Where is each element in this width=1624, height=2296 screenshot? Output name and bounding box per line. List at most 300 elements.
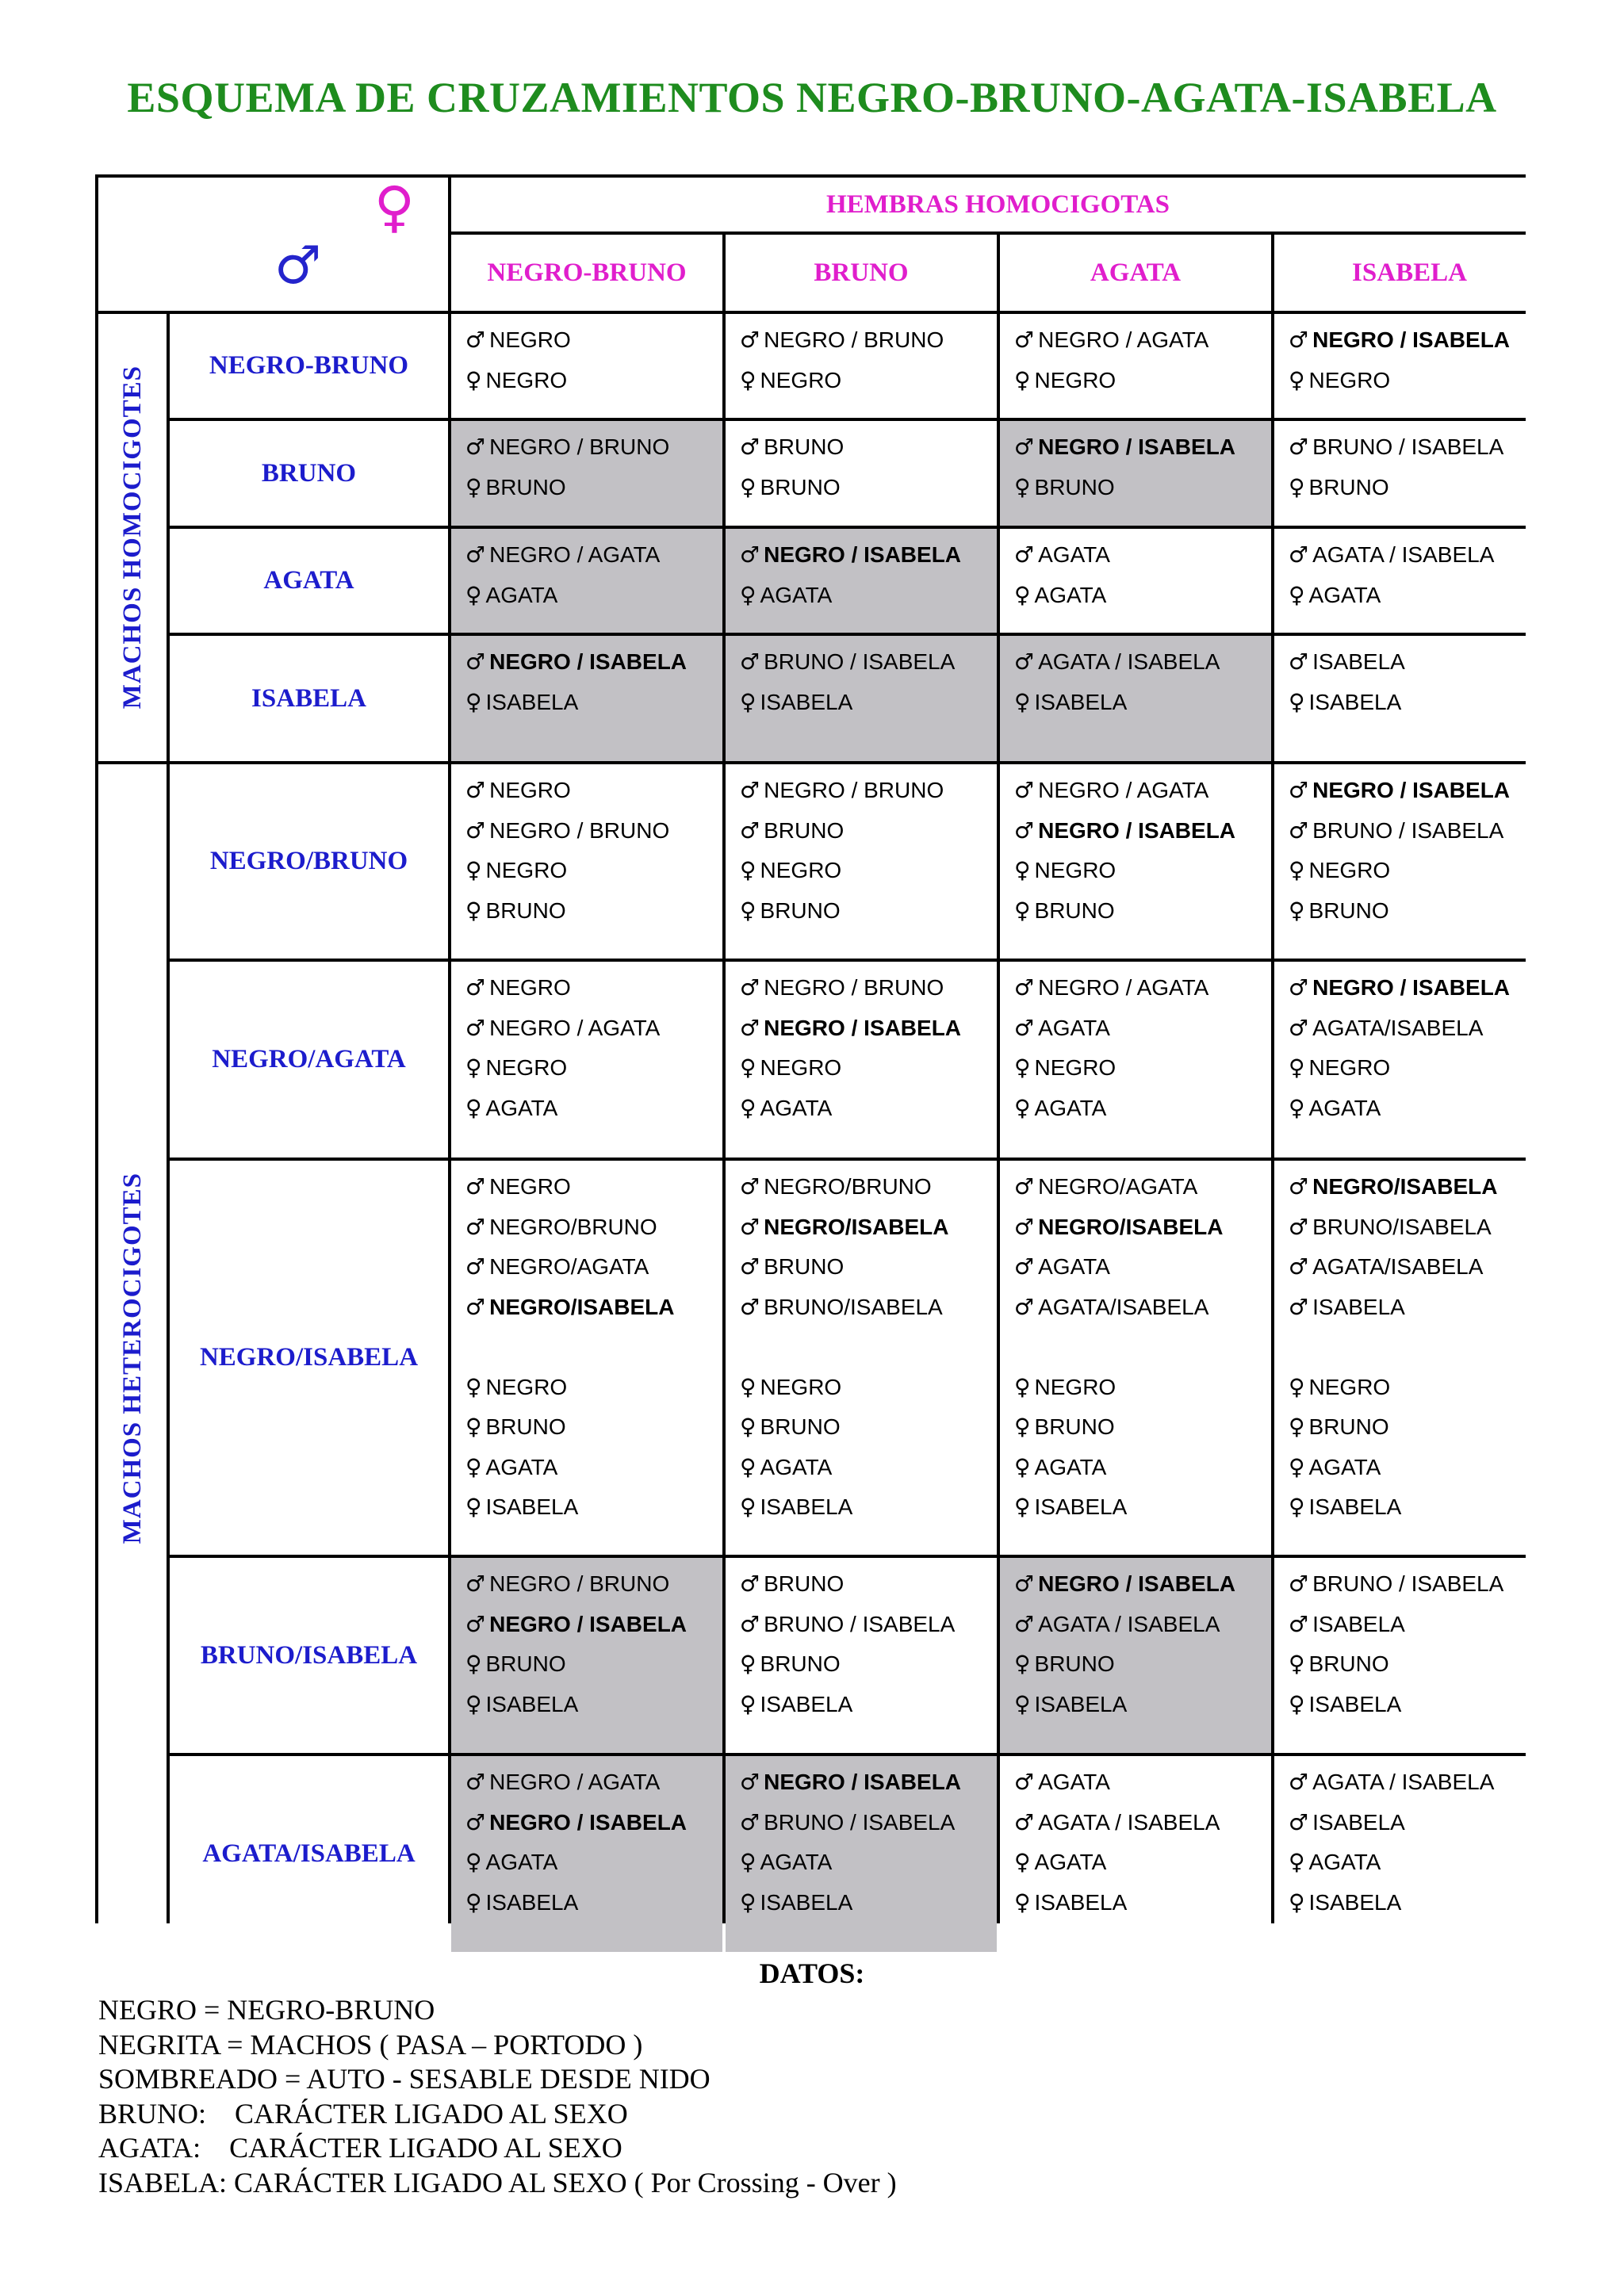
male-symbol-icon: ♂ (1289, 1808, 1309, 1835)
offspring-line (740, 771, 997, 811)
offspring-line (740, 1605, 997, 1645)
offspring-text: NEGRO (760, 1374, 842, 1399)
offspring-text: NEGRO / ISABELA (1312, 327, 1511, 352)
female-symbol-icon: ♀ (1289, 857, 1305, 883)
result-cell (451, 529, 722, 633)
male-symbol-icon: ♂ (740, 974, 760, 1001)
offspring-line (1289, 642, 1545, 683)
male-symbol-icon: ♂ (1289, 777, 1309, 803)
offspring-text: AGATA / ISABELA (1038, 649, 1220, 674)
female-symbol-icon: ♀ (740, 473, 756, 500)
offspring-text: NEGRO (760, 1055, 842, 1080)
offspring-line (740, 1644, 997, 1685)
offspring-text: NEGRO (1308, 858, 1391, 882)
offspring-line (1014, 1288, 1271, 1328)
offspring-line (740, 968, 997, 1008)
male-symbol-icon: ♂ (1014, 434, 1035, 460)
offspring-text: NEGRO (1034, 367, 1116, 392)
result-cell (451, 764, 722, 959)
females-header: HEMBRAS HOMOCIGOTAS (451, 178, 1545, 232)
offspring-line (1289, 1008, 1545, 1049)
offspring-text: NEGRO/BRUNO (764, 1174, 932, 1199)
female-symbol-icon: ♀ (1289, 1414, 1305, 1440)
offspring-line (740, 468, 997, 508)
note-line: AGATA: CARÁCTER LIGADO AL SEXO (98, 2132, 622, 2164)
male-symbol-icon: ♂ (740, 1253, 760, 1280)
offspring-text: ISABELA (760, 1691, 853, 1716)
offspring-text: NEGRO (760, 858, 842, 882)
female-symbol-icon: ♀ (740, 688, 756, 715)
offspring-line (465, 1448, 722, 1488)
male-symbol-icon: ♂ (465, 777, 486, 803)
offspring-text: BRUNO (760, 897, 841, 923)
offspring-text: NEGRO / ISABELA (1312, 778, 1511, 802)
male-symbol-icon: ♂ (740, 1293, 760, 1320)
result-cell (1000, 1756, 1271, 1952)
offspring-text: BRUNO / ISABELA (764, 649, 956, 674)
female-symbol-icon: ♀ (465, 897, 482, 924)
male-symbol-icon: ♂ (465, 1808, 486, 1835)
female-symbol-icon: ♀ (1014, 1690, 1031, 1717)
offspring-line (1014, 1762, 1271, 1803)
column-header: BRUNO (726, 235, 997, 311)
offspring-text: NEGRO (1308, 367, 1391, 392)
offspring-text: BRUNO (1034, 1414, 1115, 1439)
male-symbol-icon: ♂ (465, 1173, 486, 1200)
male-symbol-icon: ♂ (1289, 1213, 1309, 1240)
female-symbol-icon: ♀ (465, 366, 482, 393)
row-label: AGATA/ISABELA (170, 1756, 448, 1952)
offspring-text: NEGRO / ISABELA (1038, 817, 1236, 843)
offspring-line (1014, 968, 1271, 1008)
male-symbol-icon: ♂ (1289, 649, 1309, 675)
offspring-line (1014, 535, 1271, 576)
offspring-line (1289, 468, 1545, 508)
offspring-text: ISABELA (1034, 689, 1128, 714)
offspring-line (1014, 1803, 1271, 1843)
offspring-text: BRUNO (760, 474, 841, 499)
result-cell (726, 764, 997, 959)
offspring-text: AGATA/ISABELA (1038, 1294, 1209, 1319)
female-symbol-icon: ♀ (740, 897, 756, 924)
male-symbol-icon: ♂ (1014, 1253, 1035, 1280)
note-line: NEGRITA = MACHOS ( PASA – PORTODO ) (98, 2028, 643, 2061)
line-spacer (740, 1327, 997, 1368)
offspring-text: NEGRO / ISABELA (489, 1809, 688, 1835)
female-symbol-icon: ♀ (465, 1849, 482, 1875)
male-symbol-icon: ♂ (1289, 1769, 1309, 1795)
offspring-text: NEGRO / AGATA (489, 1770, 661, 1794)
offspring-text: NEGRO/ISABELA (489, 1294, 675, 1319)
offspring-text: NEGRO (1308, 1055, 1391, 1080)
offspring-text: AGATA (1038, 542, 1110, 567)
offspring-text: BRUNO / ISABELA (1312, 817, 1504, 843)
offspring-line (465, 811, 722, 851)
male-symbol-icon: ♂ (1289, 1173, 1309, 1200)
male-symbol-icon: ♂ (1289, 974, 1309, 1001)
female-symbol-icon: ♀ (1289, 1651, 1305, 1677)
male-symbol-icon: ♂ (1289, 1253, 1309, 1280)
offspring-line (1014, 811, 1271, 851)
offspring-line (740, 1167, 997, 1207)
male-symbol-icon: ♂ (1014, 777, 1035, 803)
male-symbol-icon: ♂ (1014, 974, 1035, 1001)
offspring-line (740, 811, 997, 851)
offspring-line (740, 891, 997, 932)
offspring-line (1289, 535, 1545, 576)
note-line: BRUNO: CARÁCTER LIGADO AL SEXO (98, 2097, 628, 2130)
offspring-line (465, 1883, 722, 1923)
offspring-line (1289, 320, 1545, 361)
result-cell (1000, 314, 1271, 418)
offspring-line (1289, 427, 1545, 468)
offspring-line (465, 642, 722, 683)
offspring-line (740, 1487, 997, 1528)
offspring-line (465, 1803, 722, 1843)
female-symbol-icon: ♀ (740, 857, 756, 883)
offspring-text: AGATA (1308, 582, 1381, 607)
offspring-line (465, 891, 722, 932)
column-header: NEGRO-BRUNO (451, 235, 722, 311)
offspring-text: AGATA (1308, 1454, 1381, 1479)
offspring-text: ISABELA (760, 1494, 853, 1519)
offspring-text: AGATA (1034, 1095, 1107, 1120)
result-cell (726, 529, 997, 633)
result-cell (1274, 421, 1545, 526)
offspring-line (1289, 811, 1545, 851)
male-symbol-icon: ♂ (1289, 1293, 1309, 1320)
female-symbol-icon: ♀ (1014, 1054, 1031, 1081)
male-symbol-icon: ♂ (465, 1571, 486, 1597)
male-symbol-icon: ♂ (740, 434, 760, 460)
offspring-line (465, 1008, 722, 1049)
offspring-text: BRUNO (764, 1571, 845, 1596)
note-line: NEGRO = NEGRO-BRUNO (98, 1994, 435, 2026)
offspring-text: NEGRO/ISABELA (1312, 1174, 1498, 1199)
female-symbol-icon: ♀ (465, 857, 482, 883)
female-symbol-icon: ♀ (1014, 857, 1031, 883)
offspring-line (1289, 851, 1545, 891)
offspring-text: NEGRO (760, 367, 842, 392)
female-symbol-icon: ♀ (465, 1690, 482, 1717)
male-symbol-icon: ♂ (1289, 1571, 1309, 1597)
offspring-line (1289, 1605, 1545, 1645)
male-symbol-icon: ♂ (1014, 1808, 1035, 1835)
result-cell (726, 1161, 997, 1555)
male-symbol-icon: ♂ (465, 327, 486, 353)
offspring-text: ISABELA (1308, 1889, 1402, 1915)
note-line: ISABELA: CARÁCTER LIGADO AL SEXO ( Por Crossing - Over ) (98, 2166, 897, 2198)
offspring-line (465, 1407, 722, 1448)
offspring-text: NEGRO (1308, 1374, 1391, 1399)
offspring-line (740, 535, 997, 576)
offspring-line (1014, 851, 1271, 891)
male-symbol-icon: ♂ (740, 777, 760, 803)
female-symbol-icon: ♀ (740, 1054, 756, 1081)
offspring-line (1289, 771, 1545, 811)
female-symbol-icon: ♀ (740, 1494, 756, 1520)
offspring-line (740, 1762, 997, 1803)
offspring-text: AGATA (1038, 1015, 1110, 1040)
offspring-text: ISABELA (1308, 689, 1402, 714)
offspring-text: NEGRO (489, 327, 571, 352)
female-symbol-icon: ♀ (740, 1373, 756, 1400)
result-cell (451, 1558, 722, 1753)
male-symbol-icon: ♂ (740, 1610, 760, 1637)
male-symbol-icon: ♂ (1014, 1014, 1035, 1041)
offspring-line (465, 535, 722, 576)
result-cell (1274, 764, 1545, 959)
offspring-text: AGATA (1034, 1454, 1107, 1479)
offspring-line (465, 468, 722, 508)
offspring-text: NEGRO/AGATA (1038, 1174, 1198, 1199)
group-label-heterozygous (98, 764, 167, 1952)
offspring-line (740, 576, 997, 616)
offspring-line (740, 1008, 997, 1049)
offspring-text: NEGRO / ISABELA (764, 542, 962, 567)
offspring-text: ISABELA (760, 689, 853, 714)
offspring-text: NEGRO / BRUNO (764, 327, 944, 352)
offspring-text: BRUNO (1308, 1651, 1389, 1676)
offspring-line (465, 1089, 722, 1129)
offspring-text: ISABELA (1312, 1809, 1405, 1835)
offspring-line (1014, 1368, 1271, 1408)
offspring-text: NEGRO (485, 1374, 568, 1399)
male-symbol-icon: ♂ (740, 649, 760, 675)
female-symbol-icon: ♀ (740, 1414, 756, 1440)
offspring-line (465, 1487, 722, 1528)
male-symbol-icon: ♂ (465, 974, 486, 1001)
note-line: SOMBREADO = AUTO - SESABLE DESDE NIDO (98, 2063, 710, 2095)
result-cell (451, 962, 722, 1158)
offspring-line (740, 1564, 997, 1605)
notes-section (98, 1957, 1526, 2200)
offspring-line (1014, 683, 1271, 723)
female-symbol-icon: ♀ (1289, 688, 1305, 715)
result-cell (1274, 1756, 1545, 1952)
offspring-line (465, 1207, 722, 1248)
female-symbol-icon: ♀ (1289, 1888, 1305, 1915)
offspring-line (740, 361, 997, 401)
offspring-line (740, 1089, 997, 1129)
offspring-line (1289, 1644, 1545, 1685)
male-symbol-icon: ♂ (1014, 1213, 1035, 1240)
female-symbol-icon: ♀ (1289, 1494, 1305, 1520)
offspring-text: NEGRO (1034, 1055, 1116, 1080)
offspring-text: AGATA / ISABELA (1312, 1770, 1495, 1794)
offspring-line (1014, 1644, 1271, 1685)
offspring-text: AGATA/ISABELA (1312, 1015, 1484, 1040)
result-cell (1000, 421, 1271, 526)
female-symbol-icon: ♀ (465, 1494, 482, 1520)
offspring-line (740, 1407, 997, 1448)
male-symbol-icon: ♂ (465, 1293, 486, 1320)
offspring-line (1014, 891, 1271, 932)
offspring-line (1014, 1843, 1271, 1883)
offspring-text: ISABELA (1034, 1691, 1128, 1716)
offspring-line (1289, 1448, 1545, 1488)
offspring-line (740, 1207, 997, 1248)
offspring-line (465, 1843, 722, 1883)
offspring-text: BRUNO (760, 1651, 841, 1676)
offspring-line (1014, 1207, 1271, 1248)
offspring-line (1289, 1368, 1545, 1408)
offspring-line (1014, 1089, 1271, 1129)
offspring-line (1289, 1089, 1545, 1129)
female-symbol-icon: ♀ (1014, 581, 1031, 608)
female-symbol-icon: ♀ (740, 1094, 756, 1121)
group-label-homozygous (98, 314, 167, 761)
offspring-text: ISABELA (485, 1889, 579, 1915)
offspring-line (465, 1247, 722, 1288)
female-symbol-icon: ♀ (1289, 366, 1305, 393)
offspring-line (1014, 468, 1271, 508)
result-cell (726, 962, 997, 1158)
row-label: BRUNO (170, 421, 448, 526)
offspring-line (1289, 1247, 1545, 1288)
female-symbol-icon: ♀ (1289, 1094, 1305, 1121)
offspring-text: NEGRO (489, 1174, 571, 1199)
offspring-text: AGATA (485, 582, 558, 607)
row-label: BRUNO/ISABELA (170, 1558, 448, 1753)
male-symbol-icon: ♂ (465, 1213, 486, 1240)
column-header: AGATA (1000, 235, 1271, 311)
offspring-text: AGATA (1308, 1095, 1381, 1120)
male-symbol-icon: ♂ (1014, 817, 1035, 844)
offspring-text: ISABELA (1034, 1494, 1128, 1519)
offspring-line (740, 1048, 997, 1089)
male-symbol-icon: ♂ (1289, 1610, 1309, 1637)
result-cell (726, 1756, 997, 1952)
offspring-line (465, 771, 722, 811)
offspring-line (1014, 361, 1271, 401)
line-spacer (1289, 1327, 1545, 1368)
offspring-text: BRUNO (485, 1651, 566, 1676)
offspring-line (1289, 1803, 1545, 1843)
offspring-line (1014, 427, 1271, 468)
line-spacer (1014, 1327, 1271, 1368)
male-symbol-icon: ♂ (465, 1253, 486, 1280)
offspring-line (465, 968, 722, 1008)
male-symbol-icon: ♂ (465, 1610, 486, 1637)
result-cell (726, 636, 997, 761)
offspring-text: NEGRO/ISABELA (764, 1214, 949, 1239)
male-symbol-icon: ♂ (1014, 1293, 1035, 1320)
male-symbol-icon: ♂ (740, 1808, 760, 1835)
male-symbol-icon: ♂ (1289, 817, 1309, 844)
offspring-line (1289, 1407, 1545, 1448)
offspring-text: BRUNO (1034, 474, 1115, 499)
offspring-text: ISABELA (760, 1889, 853, 1915)
female-symbol-icon: ♀ (465, 1054, 482, 1081)
female-symbol-icon: ♀ (465, 1453, 482, 1480)
offspring-text: AGATA / ISABELA (1312, 542, 1495, 567)
result-cell (1000, 529, 1271, 633)
male-symbol-icon: ♂ (465, 1769, 486, 1795)
male-symbol-icon: ♂ (740, 1571, 760, 1597)
offspring-line (740, 1247, 997, 1288)
offspring-text: NEGRO/ISABELA (1038, 1214, 1224, 1239)
offspring-text: ISABELA (1308, 1494, 1402, 1519)
result-cell (451, 421, 722, 526)
female-symbol-icon: ♀ (1014, 1651, 1031, 1677)
offspring-line (740, 1883, 997, 1923)
male-symbol-icon: ♂ (465, 1014, 486, 1041)
offspring-line (1289, 1048, 1545, 1089)
result-cell (1000, 1558, 1271, 1753)
female-symbol-icon: ♀ (740, 1888, 756, 1915)
result-cell (1274, 529, 1545, 633)
offspring-line (465, 1167, 722, 1207)
offspring-line (465, 1048, 722, 1089)
offspring-line (1289, 1167, 1545, 1207)
offspring-line (465, 361, 722, 401)
female-symbol-icon: ♀ (1014, 1414, 1031, 1440)
offspring-line (1289, 1207, 1545, 1248)
offspring-text: BRUNO (1308, 474, 1389, 499)
female-symbol-icon: ♀ (1014, 473, 1031, 500)
offspring-line (1289, 361, 1545, 401)
female-symbol-icon: ♀ (1289, 1690, 1305, 1717)
offspring-text: NEGRO (1034, 1374, 1116, 1399)
offspring-text: NEGRO/BRUNO (489, 1214, 657, 1239)
offspring-text: AGATA / ISABELA (1038, 1809, 1220, 1835)
offspring-line (740, 683, 997, 723)
offspring-text: BRUNO (760, 1414, 841, 1439)
notes-heading: DATOS: (759, 1957, 865, 1989)
male-symbol-icon: ♂ (1014, 1610, 1035, 1637)
offspring-text: AGATA (1038, 1770, 1110, 1794)
female-symbol-icon: ♀ (1014, 897, 1031, 924)
offspring-text: NEGRO/AGATA (489, 1254, 649, 1279)
female-symbol-icon: ♀ (1014, 1094, 1031, 1121)
female-symbol-icon: ♀ (1014, 1494, 1031, 1520)
offspring-line (740, 851, 997, 891)
offspring-line (1289, 1883, 1545, 1923)
row-label: ISABELA (170, 636, 448, 761)
offspring-line (465, 1288, 722, 1328)
offspring-line (465, 851, 722, 891)
result-cell (451, 1161, 722, 1555)
offspring-line (1289, 1564, 1545, 1605)
offspring-line (465, 1685, 722, 1725)
offspring-line (1014, 1685, 1271, 1725)
offspring-text: BRUNO/ISABELA (1312, 1214, 1492, 1239)
female-symbol-icon: ♀ (1289, 1453, 1305, 1480)
row-label: NEGRO/AGATA (170, 962, 448, 1158)
female-symbol-icon: ♀ (465, 473, 482, 500)
female-symbol-icon: ♀ (1014, 1453, 1031, 1480)
offspring-line (1014, 1487, 1271, 1528)
offspring-text: NEGRO (485, 1055, 568, 1080)
offspring-text: BRUNO / ISABELA (764, 1809, 956, 1835)
offspring-line (465, 576, 722, 616)
offspring-text: ISABELA (485, 689, 579, 714)
offspring-line (1289, 891, 1545, 932)
offspring-text: BRUNO (485, 474, 566, 499)
offspring-text: AGATA (485, 1850, 558, 1874)
result-cell (451, 314, 722, 418)
row-label: NEGRO/ISABELA (170, 1161, 448, 1555)
female-symbol-icon: ♀ (740, 366, 756, 393)
table-corner (98, 174, 448, 311)
row-label: AGATA (170, 529, 448, 633)
offspring-line (740, 1288, 997, 1328)
offspring-text: BRUNO (485, 897, 566, 923)
offspring-text: BRUNO (764, 1254, 845, 1279)
column-header: ISABELA (1274, 235, 1545, 311)
result-cell (726, 1558, 997, 1753)
